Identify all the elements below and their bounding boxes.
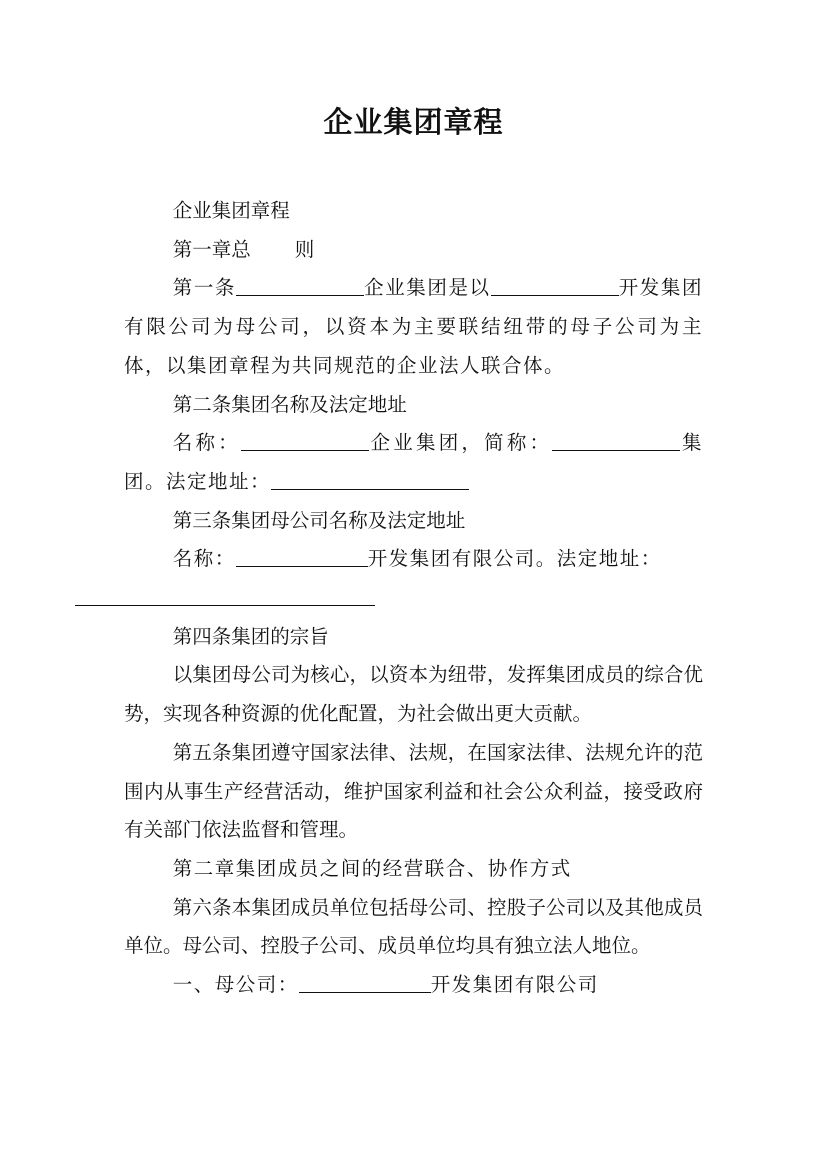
article-1 — [124, 269, 703, 385]
name-text: 企业集团，简称： — [368, 431, 553, 455]
parent-name: 开发集团有限公司 — [430, 973, 599, 997]
article-3-name — [124, 540, 703, 617]
article-1-b: 企业集团是以 — [364, 276, 491, 300]
chapter-text-a: 第一章总 — [172, 237, 251, 261]
article-6 — [124, 889, 703, 966]
article-3-text: 第三条集团母公司名称及法定地址 — [172, 508, 466, 532]
article-4-text: 第四条集团的宗旨 — [172, 624, 329, 648]
chapter-one-heading — [124, 231, 703, 270]
article-6-text: 第六条本集团成员单位包括母公司、控股子公司以及其他成员单位。母公司、控股子公司、成员单位均具有独立法人地位。 — [124, 895, 703, 958]
heading-text: 企业集团章程 — [172, 199, 290, 222]
blank-line — [271, 465, 469, 490]
address-text: 集团。法定地址： — [124, 431, 703, 493]
article-4-body — [124, 656, 703, 733]
article-4-body-text: 以集团母公司为核心，以资本为纽带，发挥集团成员的综合优势，实现各种资源的优化配置，为社会做出更大贡献。 — [124, 663, 703, 726]
parent-company-line — [124, 966, 703, 1005]
article-1-c: 开发集团有限公司为母公司，以资本为主要联结纽带的母子公司为主体，以集团章程为共同规范的企业法人联合体。 — [124, 276, 703, 377]
article-2-text: 第二条集团名称及法定地址 — [172, 392, 407, 416]
blank-line — [241, 426, 369, 451]
name-label: 名称： — [172, 431, 241, 455]
blank-line — [236, 542, 368, 567]
paragraph-heading — [124, 192, 703, 231]
article-5-text: 第五条集团遵守国家法律、法规，在国家法律、法规允许的范围内从事生产经营活动，维护国家利益和社会公众利益，接受政府有关部门依法监督和管理。 — [124, 740, 703, 842]
blank-line — [491, 271, 619, 296]
article-4-heading — [124, 618, 703, 657]
name-label-2: 名称： — [172, 547, 236, 571]
blank-line — [299, 968, 431, 993]
article-1-a: 第一条 — [172, 276, 237, 300]
blank-line — [552, 426, 680, 451]
article-3-heading — [124, 502, 703, 541]
article-5 — [124, 734, 703, 850]
article-2-heading — [124, 386, 703, 425]
article-2-name — [124, 424, 703, 501]
blank-line — [236, 271, 364, 296]
chapter-two-text: 第二章集团成员之间的经营联合、协作方式 — [172, 856, 572, 880]
document-title: 企业集团章程 — [323, 105, 504, 139]
blank-line — [75, 581, 375, 606]
chapter-text-b: 则 — [294, 237, 315, 261]
document-body — [124, 192, 703, 1005]
company-address-text: 开发集团有限公司。法定地址： — [367, 547, 662, 571]
parent-label: 一、母公司： — [172, 973, 299, 997]
chapter-two-heading — [124, 850, 703, 889]
